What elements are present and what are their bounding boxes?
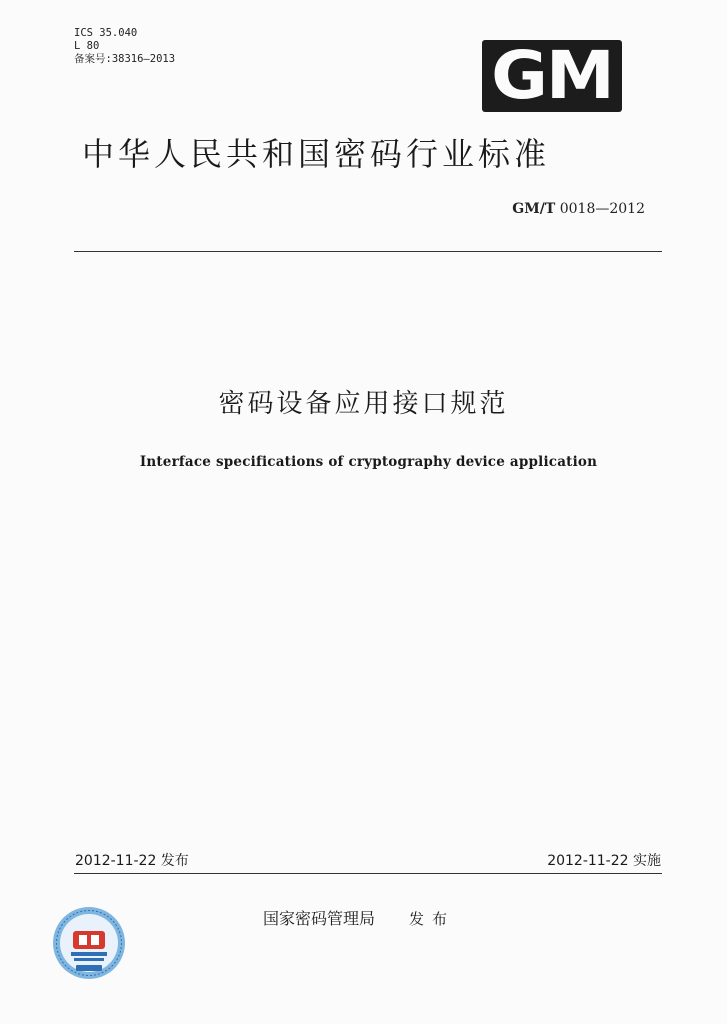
seal-emblem [73, 931, 105, 949]
classification-block [74, 27, 175, 66]
seal-emblem-mark-right [91, 935, 99, 945]
top-divider [74, 251, 662, 252]
gm-logo [482, 37, 622, 114]
seal-emblem-mark-left [79, 935, 87, 945]
class-code: L 80 [74, 40, 100, 52]
issue-date: 2012-11-22 发布 [75, 853, 189, 869]
seal-stripe-top [71, 952, 107, 956]
record-number: 备案号:38316—2013 [74, 53, 176, 65]
issuer-name: 国家密码管理局 [263, 909, 376, 928]
document-title-english: Interface specifications of cryptography device application [139, 454, 598, 470]
standard-number-prefix: GM/T [512, 201, 556, 217]
gm-logo-text: GM [491, 37, 613, 114]
implementation-date: 2012-11-22 实施 [547, 853, 661, 869]
seal-stripe-bottom [74, 958, 104, 961]
seal-label-band [76, 965, 102, 971]
bottom-divider [74, 873, 662, 874]
ics-code: ICS 35.040 [74, 27, 138, 39]
standard-org-title: 中华人民共和国密码行业标准 [82, 135, 551, 173]
issuer-action: 发布 [409, 910, 456, 928]
standard-number-value: 0018—2012 [559, 201, 645, 217]
anti-counterfeit-seal [52, 906, 126, 980]
issuer-line [263, 908, 455, 930]
document-title-chinese: 密码设备应用接口规范 [218, 389, 509, 419]
standard-number [512, 200, 645, 218]
